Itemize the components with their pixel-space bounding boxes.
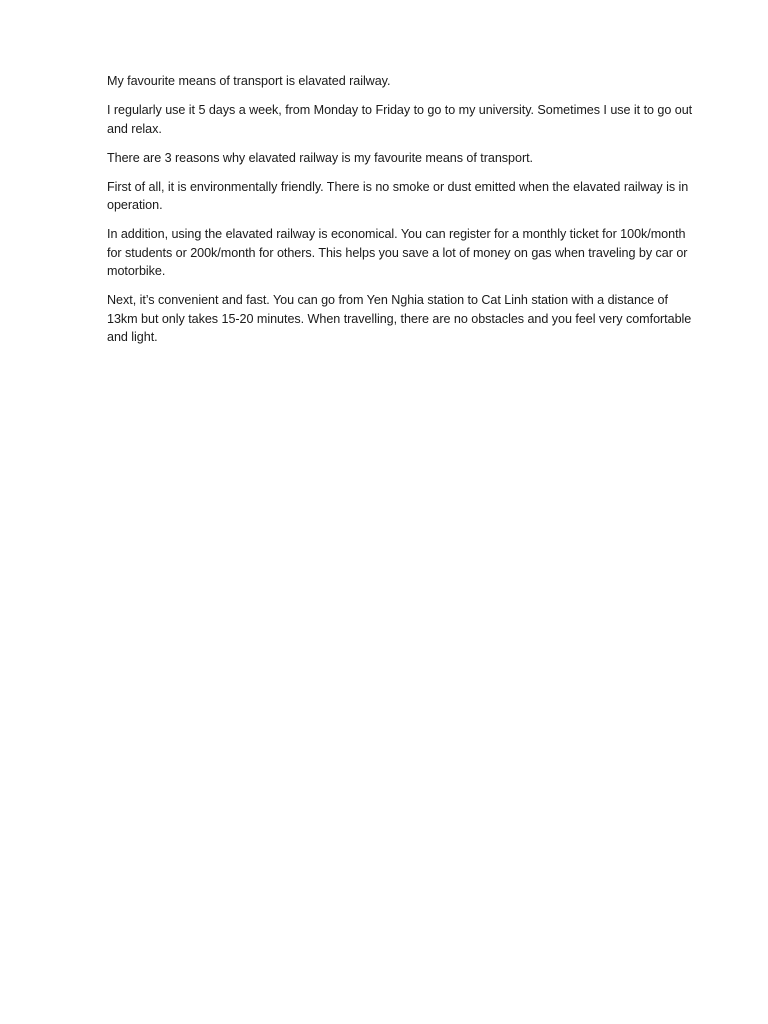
document-body [107,72,695,357]
paragraph-convenient: Next, it’s convenient and fast. You can go from Yen Nghia station to Cat Linh station with a distance of 13km but only takes 15-20 minutes. When travelling, there are no obstacles and you feel very comfortable and light. [107,293,692,344]
paragraph-intro: My favourite means of transport is elavated railway. [107,74,391,88]
paragraph-environment: First of all, it is environmentally friendly. There is no smoke or dust emitted when the elavated railway is in operation. [107,179,689,212]
paragraph-usage: I regularly use it 5 days a week, from Monday to Friday to go to my university. Sometimes I use it to go out and relax. [107,103,693,136]
paragraph-reasons: There are 3 reasons why elavated railway is my favourite means of transport. [107,150,533,165]
paragraph-economical: In addition, using the elavated railway is economical. You can register for a monthly ticket for 100k/month for students or 200k/month for others. This helps you save a lot of money on gas when traveling by car or motorbike. [107,227,688,278]
